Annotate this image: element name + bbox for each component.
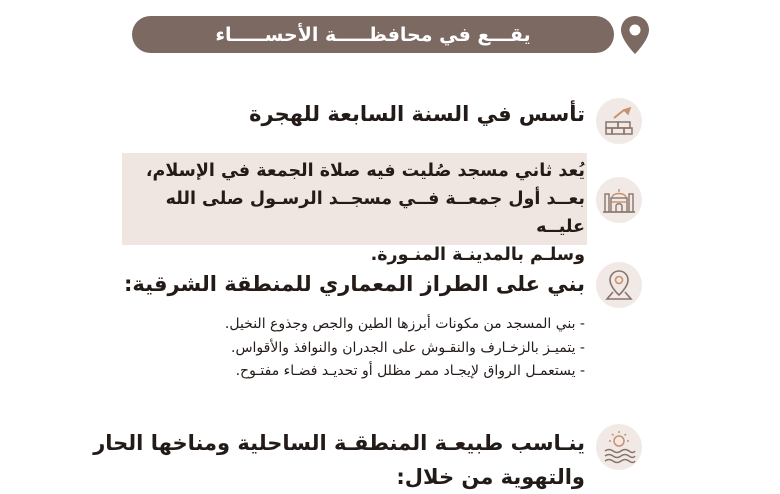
climate-heading-line: والتهوية من خلال: [396,465,585,489]
list-item: - يستعمـل الرواق لإيجـاد ممر مظلل أو تحديـد فضـاء مفتـوح. [235,363,585,379]
second-mosque-paragraph [125,157,585,269]
map-pin-icon [618,14,652,56]
architecture-bullet-list [115,313,585,384]
bricks-trowel-icon [596,98,642,144]
mosque-icon [596,177,642,223]
paragraph-line: وسلـم بالمدينـة المنـورة. [370,245,585,265]
location-pin-icon [596,262,642,308]
paragraph-line: يُعد ثاني مسجد صُليت فيه صلاة الجمعة في الإسلام، [145,161,585,181]
paragraph-line: بعــد أول جمعــة فــي مسجــد الرسـول صلى الله عليــه [165,189,585,237]
location-banner-text: يقـــع في محافظـــــة الأحســـــاء [215,23,531,46]
location-banner [132,16,614,53]
list-item: - يتميـز بالزخـارف والنقـوش على الجدران والنوافذ والأقواس. [231,339,585,356]
architecture-heading: بني على الطراز المعماري للمنطقة الشرقية: [123,272,585,296]
sun-waves-icon [596,424,642,470]
climate-heading-line: ينـاسب طبيعـة المنطقـة الساحلية ومناخها الحار [93,431,585,455]
founded-heading: تأسس في السنة السابعة للهجرة [249,102,585,126]
list-item: - بني المسجد من مكونات أبرزها الطين والجص وجذوع النخيل. [224,316,585,332]
climate-heading [93,426,585,494]
